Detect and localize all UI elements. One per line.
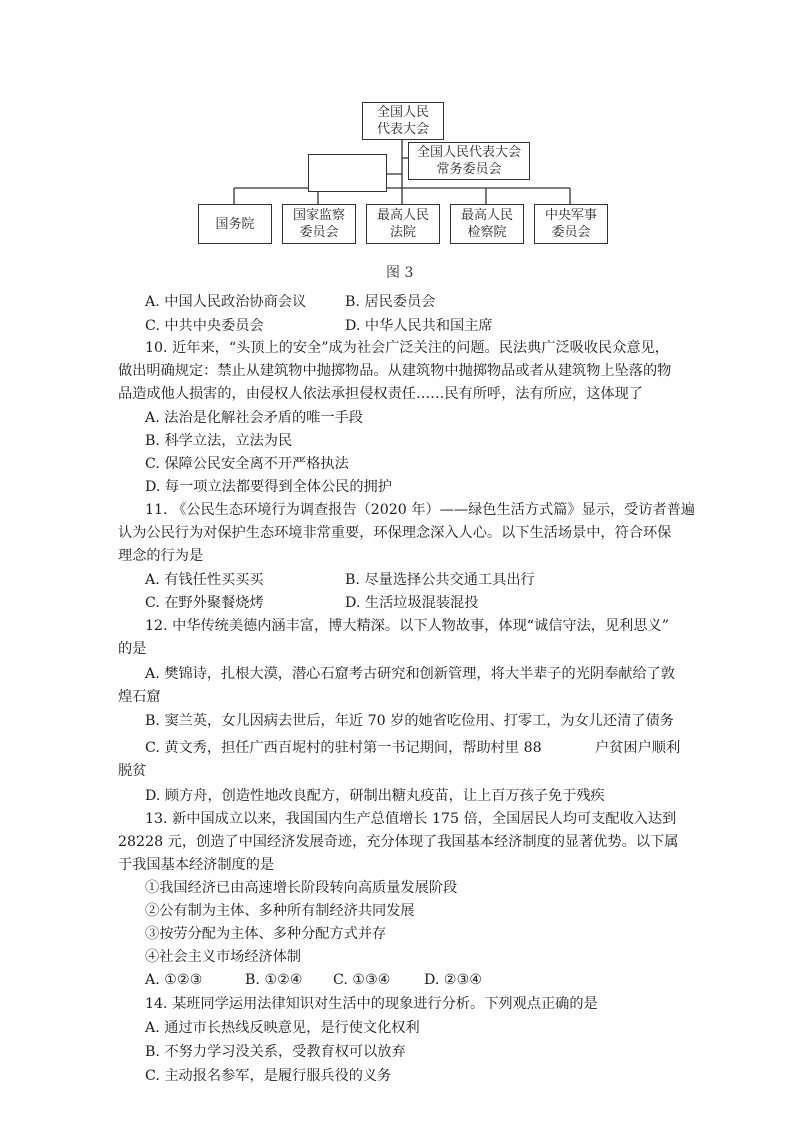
q14-option-b: B. 不努力学习没关系，受教育权可以放弃 — [145, 1044, 406, 1060]
q13-option-c: C. ①③④ — [333, 972, 391, 988]
q12-option-b: B. 窦兰英，女儿因病去世后，年近 70 岁的她省吃俭用、打零工，为女儿还清了债务 — [145, 713, 674, 729]
q10-stem: 10. 近年来，“头顶上的安全”成为社会广泛关注的问题。民法典广泛吸收民众意见， — [145, 340, 669, 356]
q13-item: ②公有制为主体、多种所有制经济共同发展 — [145, 903, 415, 919]
q13-stem: 于我国基本经济制度的是 — [118, 857, 275, 873]
q14-stem: 14. 某班同学运用法律知识对生活中的现象进行分析。下列观点正确的是 — [145, 996, 598, 1012]
node-standing-committee: 全国人民代表大会 常务委员会 — [408, 142, 530, 180]
q12-option-c: 户贫困户顺利 — [595, 740, 681, 756]
q12-stem: 的是 — [118, 641, 147, 657]
q13-item: ④社会主义市场经济体制 — [145, 949, 302, 965]
q9-option-b: B. 居民委员会 — [345, 294, 436, 310]
node-supervision-commission: 国家监察 委员会 — [282, 204, 356, 244]
node-state-council: 国务院 — [198, 204, 272, 244]
q9-option-a: A. 中国人民政治协商会议 — [145, 294, 307, 310]
q13-stem: 28228 元，创造了中国经济发展奇迹，充分体现了我国基本经济制度的显著优势。以下属 — [118, 834, 679, 850]
q11-stem: 认为公民行为对保护生态环境非常重要，环保理念深入人心。以下生活场景中，符合环保 — [118, 525, 672, 541]
q10-stem: 品造成他人损害的，由侵权人依法承担侵权责任……民有所呼，法有所应，这体现了 — [118, 386, 643, 402]
org-diagram — [190, 96, 620, 246]
q13-option-a: A. ①②③ — [145, 972, 203, 988]
node-supreme-court: 最高人民 法院 — [366, 204, 440, 244]
q9-option-c: C. 中共中央委员会 — [145, 318, 264, 334]
q10-option-b: B. 科学立法，立法为民 — [145, 433, 293, 449]
q11-option-b: B. 尽量选择公共交通工具出行 — [345, 572, 535, 588]
q10-stem: 做出明确规定：禁止从建筑物中抛掷物品。从建筑物中抛掷物品或者从建筑物上坠落的物 — [118, 363, 672, 379]
q12-option-c: C. 黄文秀，担任广西百坭村的驻村第一书记期间，帮助村里 88 — [145, 740, 542, 756]
node-npc: 全国人民 代表大会 — [362, 102, 444, 140]
q12-option-c: 脱贫 — [118, 763, 147, 779]
q11-option-a: A. 有钱任性买买买 — [145, 572, 264, 588]
node-blank — [308, 154, 387, 192]
q10-option-c: C. 保障公民安全离不开严格执法 — [145, 456, 349, 472]
q13-option-b: B. ①②④ — [245, 972, 303, 988]
q9-option-d: D. 中华人民共和国主席 — [345, 318, 493, 334]
q12-stem: 12. 中华传统美德内涵丰富，博大精深。以下人物故事，体现“诚信守法，见利思义” — [145, 618, 669, 634]
q11-stem: 理念的行为是 — [118, 548, 204, 564]
q14-option-a: A. 通过市长热线反映意见，是行使文化权利 — [145, 1020, 420, 1036]
q13-stem: 13. 新中国成立以来，我国国内生产总值增长 175 倍，全国居民人均可支配收入达到 — [145, 811, 677, 827]
q14-option-c: C. 主动报名参军，是履行服兵役的义务 — [145, 1068, 392, 1084]
q12-option-d: D. 顾方舟，创造性地改良配方，研制出糖丸疫苗，让上百万孩子免于残疾 — [145, 788, 605, 804]
q10-option-d: D. 每一项立法都要得到全体公民的拥护 — [145, 479, 392, 495]
node-military-commission: 中央军事 委员会 — [534, 204, 608, 244]
q11-option-d: D. 生活垃圾混装混投 — [345, 595, 479, 611]
q13-item: ③按劳分配为主体、多种分配方式并存 — [145, 926, 387, 942]
q10-option-a: A. 法治是化解社会矛盾的唯一手段 — [145, 410, 363, 426]
node-procuratorate: 最高人民 检察院 — [450, 204, 524, 244]
q11-stem: 11. 《公民生态环境行为调查报告（2020 年）——绿色生活方式篇》显示，受访者普遍 — [145, 502, 696, 518]
q13-item: ①我国经济已由高速增长阶段转向高质量发展阶段 — [145, 880, 458, 896]
q11-option-c: C. 在野外聚餐烧烤 — [145, 595, 264, 611]
q13-option-d: D. ②③④ — [424, 972, 483, 988]
figure-caption: 图 3 — [386, 265, 414, 281]
q12-option-a: 煌石窟 — [118, 689, 161, 705]
q12-option-a: A. 樊锦诗，扎根大漠，潜心石窟考古研究和创新管理，将大半辈子的光阴奉献给了敦 — [145, 666, 676, 682]
